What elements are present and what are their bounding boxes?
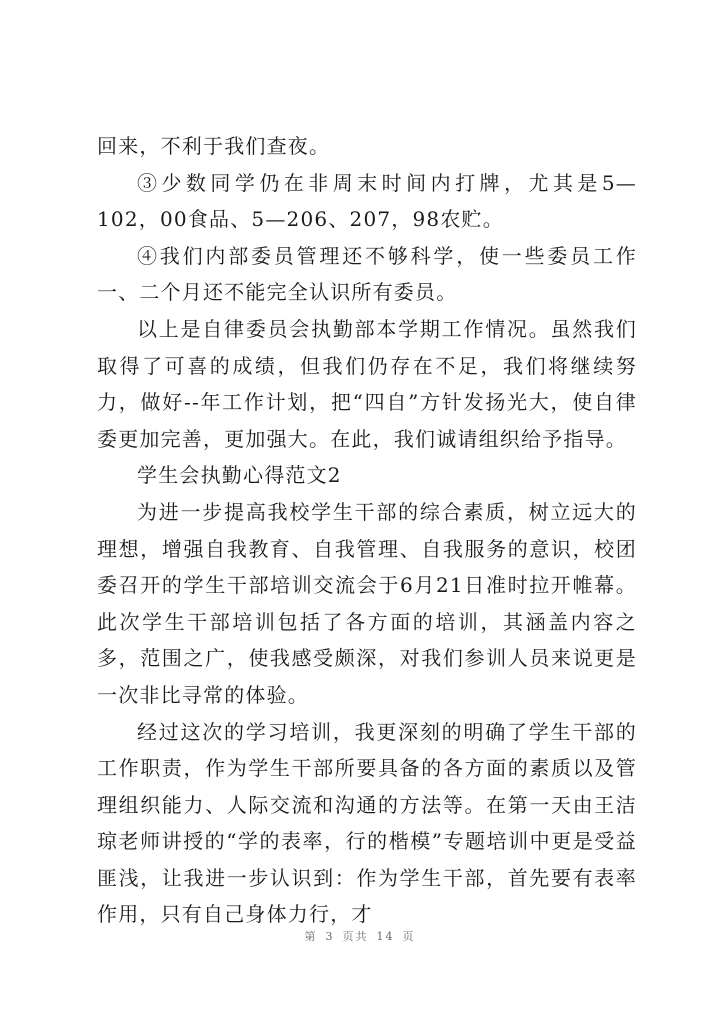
paragraph-1: 回来，不利于我们查夜。 <box>97 134 331 158</box>
paragraph-5: 为进一步提高我校学生干部的综合素质，树立远大的理想，增强自我教育、自我管理、自我服务的意识，校团委召开的学生干部培训交流会于6月21日准时拉开帷幕。此次学生干部培训包括了各方面的培训，其涵盖内容之多，范围之广，使我感受颇深，对我们参训人员来说更是一次非比寻常的体验。 <box>97 499 637 707</box>
paragraph-6: 经过这次的学习培训，我更深刻的明确了学生干部的工作职责，作为学生干部所要具备的各方面的素质以及管理组织能力、人际交流和沟通的方法等。在第一天由王洁琼老师讲授的“学的表率，行的楷模”专题培训中更是受益匪浅，让我进一步认识到：作为学生干部，首先要有表率作用，只有自己身体力行，才 <box>97 719 637 927</box>
page-footer <box>0 928 720 944</box>
footer-current-page: 3 <box>325 930 335 943</box>
footer-prefix: 第 <box>304 930 318 943</box>
paragraph-3: ④我们内部委员管理还不够科学，使一些委员工作一、二个月还不能完全认识所有委员。 <box>97 243 637 305</box>
footer-middle: 页共 <box>342 930 369 943</box>
footer-total-pages: 14 <box>376 930 395 943</box>
paragraph-4: 以上是自律委员会执勤部本学期工作情况。虽然我们取得了可喜的成绩，但我们仍存在不足，我们将继续努力，做好--年工作计划，把“四自”方针发扬光大，使自律委更加完善，更加强大。在此，我们诚请组织给予指导。 <box>97 316 637 451</box>
document-body <box>97 128 637 933</box>
footer-suffix: 页 <box>402 930 416 943</box>
paragraph-2: ③少数同学仍在非周末时间内打牌，尤其是5—102，00食品、5—206、207，98农贮。 <box>97 170 637 232</box>
section-heading: 学生会执勤心得范文2 <box>137 463 342 488</box>
